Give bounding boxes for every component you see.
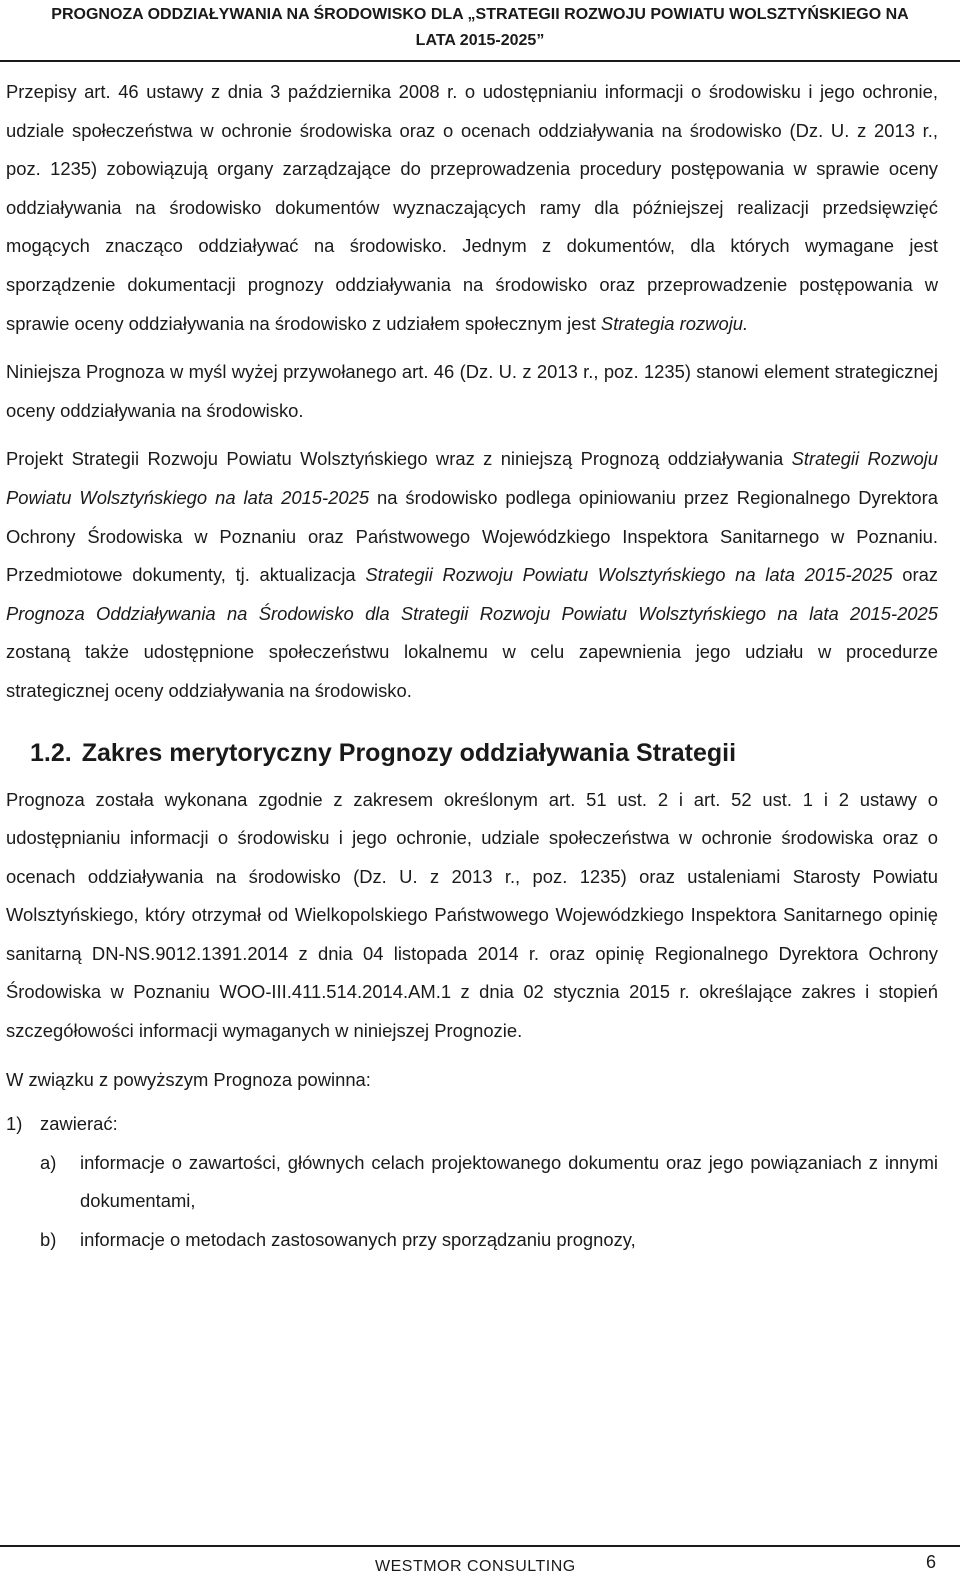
list-item-text: informacje o zawartości, głównych celach projektowanego dokumentu oraz jego powiązaniach z innymi dokumentami,: [80, 1151, 938, 1212]
paragraph-text: zostaną także udostępnione społeczeństwu lokalnemu w celu zapewnienia jego udziału w procedurze strategicznej oceny oddziaływania na środowisko.: [6, 641, 938, 701]
list-marker: b): [40, 1229, 57, 1251]
header-rule: [0, 60, 960, 62]
list-item: [6, 1221, 938, 1260]
paragraph-prognosis-role: Niniejsza Prognoza w myśl wyżej przywołanego art. 46 (Dz. U. z 2013 r., poz. 1235) stanowi element strategicznej oceny oddziaływania na środowisko.: [6, 361, 938, 421]
section-title: Zakres merytoryczny Prognozy oddziaływania Strategii: [81, 738, 737, 767]
paragraph-text: Przepisy art. 46 ustawy z dnia 3 października 2008 r. o udostępnianiu informacji o środowisku i jego ochronie, udziale społeczeństwa w ochronie środowiska oraz o ocenach oddziaływania na środowisko (Dz. U. z 2013 r., poz. 1235) zobowiązują organy zarządzające do przeprowadzenia procedury postępowania w sprawie oceny oddziaływania na środowisko dokumentów wyznaczających ramy dla późniejszej realizacji przedsięwzięć mogących znacząco oddziaływać na środowisko. Jednym z dokumentów, dla których wymagane jest sporządzenie dokumentacji prognozy oddziaływania na środowisko oraz przeprowadzenie postępowania w sprawie oceny oddziaływania na środowisko z udziałem społecznym jest: [6, 81, 938, 334]
page-number: 6: [925, 1552, 936, 1572]
list-item: [6, 1105, 938, 1144]
page-content: [6, 73, 938, 1260]
list-item-text: zawierać:: [40, 1113, 118, 1135]
list-item: [6, 1144, 938, 1221]
section-number: 1.2.: [30, 738, 72, 767]
list-marker: a): [40, 1151, 57, 1173]
footer-company: WESTMOR CONSULTING: [375, 1558, 576, 1575]
list-marker: 1): [6, 1113, 23, 1135]
paragraph-legal-basis: [6, 73, 938, 343]
paragraph-text: na środowisko podlega opiniowaniu przez Regionalnego Dyrektora Ochrony Środowiska w Poznaniu oraz Państwowego Wojewódzkiego Inspektora Sanitarnego w Poznaniu. Przedmiotowe dokumenty, tj. aktualizacja: [6, 486, 938, 586]
list-item-text: informacje o metodach zastosowanych przy sporządzaniu prognozy,: [80, 1229, 636, 1251]
emphasis-strategy: Strategia rozwoju.: [600, 312, 749, 334]
paragraph-requirements-intro: W związku z powyższym Prognoza powinna:: [6, 1068, 371, 1090]
paragraph-text: Projekt Strategii Rozwoju Powiatu Wolsztyńskiego wraz z niniejszą Prognozą oddziaływania: [6, 448, 792, 470]
paragraph-project-review: [6, 440, 938, 710]
header-line-2: LATA 2015-2025”: [415, 32, 545, 49]
paragraph-scope: Prognoza została wykonana zgodnie z zakresem określonym art. 51 ust. 2 i art. 52 ust. 1 i 2 ustawy o udostępnianiu informacji o środowisku i jego ochronie, udziale społeczeństwa w ochronie środowiska oraz o ocenach oddziaływania na środowisko (Dz. U. z 2013 r., poz. 1235) oraz ustaleniami Starosty Powiatu Wolsztyńskiego, który otrzymał od Wielkopolskiego Państwowego Wojewódzkiego Inspektora Sanitarnego opinię sanitarną DN-NS.9012.1391.2014 z dnia 04 listopada 2014 r. oraz opinię Regionalnego Dyrektora Ochrony Środowiska w Poznaniu WOO-III.411.514.2014.AM.1 z dnia 02 stycznia 2015 r. określające zakres i stopień szczegółowości informacji wymaganych w niniejszej Prognozie.: [6, 788, 938, 1042]
header-line-1: PROGNOZA ODDZIAŁYWANIA NA ŚRODOWISKO DLA „STRATEGII ROZWOJU POWIATU WOLSZTYŃSKIEGO NA: [51, 6, 909, 23]
emphasis-strategy-title: Strategii Rozwoju Powiatu Wolsztyńskiego na lata 2015-2025: [6, 448, 938, 508]
paragraph-text: oraz: [892, 564, 939, 586]
footer-rule: [0, 1545, 960, 1547]
emphasis-prognosis-title: Prognoza Oddziaływania na Środowisko dla Strategii Rozwoju Powiatu Wolsztyńskiego na lata 2015-2025: [6, 602, 938, 624]
running-header: [0, 0, 960, 54]
section-heading: [6, 733, 938, 773]
emphasis-strategy-title: Strategii Rozwoju Powiatu Wolsztyńskiego na lata 2015-2025: [365, 564, 893, 586]
